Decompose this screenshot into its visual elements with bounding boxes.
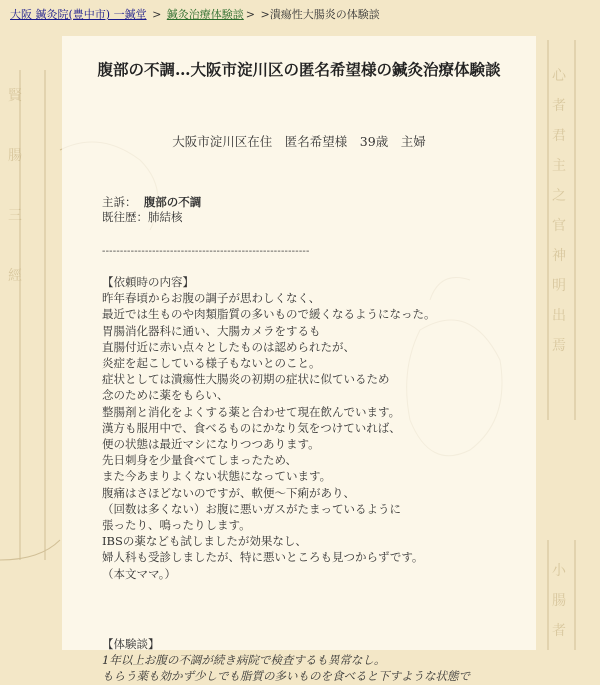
request-heading: 【依頼時の内容】 — [102, 275, 194, 289]
history-row — [102, 210, 201, 225]
author-line: 大阪市淀川区在住 匿名希望様 39歳 主婦 — [172, 134, 426, 149]
section-divider: ---------------------------------------------------------- — [102, 246, 310, 257]
text-line: また今あまりよくない状態になっています。 — [102, 469, 332, 484]
request-section — [102, 274, 436, 582]
text-line: 最近では生ものや肉類脂質の多いもので緩くなるようになった。 — [102, 307, 436, 322]
text-line: 直腸付近に赤い点々としたものは認められたが、 — [102, 339, 355, 354]
text-line: 昨年春頃からお腹の調子が思わしくなく、 — [102, 291, 321, 306]
breadcrumb-separator: > — [245, 8, 256, 21]
experience-heading: 【体験談】 — [102, 637, 160, 651]
text-line: 症状としては潰瘍性大腸炎の初期の症状に似ているため — [102, 372, 390, 387]
text-line: 整腸剤と消化をよくする薬と合わせて現在飲んでいます。 — [102, 404, 401, 419]
text-line: 便の状態は最近マシになりつつあります。 — [102, 437, 320, 452]
text-line: 胃腸消化器科に通い、大腸カメラをするも — [102, 323, 321, 338]
text-line: 張ったり、鳴ったりします。 — [102, 518, 251, 533]
experience-section — [102, 636, 470, 685]
svg-text:小: 小 — [552, 563, 566, 579]
svg-text:者: 者 — [552, 623, 566, 639]
svg-text:君: 君 — [552, 128, 566, 144]
breadcrumb-separator: > — [152, 8, 162, 21]
svg-text:賢: 賢 — [8, 88, 22, 104]
request-body — [102, 290, 436, 582]
text-line: （回数は多くない）お腹に悪いガスがたまっているように — [102, 501, 401, 516]
text-line: （本文ママ。） — [102, 566, 177, 581]
svg-text:神: 神 — [552, 248, 566, 264]
text-line: 漢方も服用中で、食べるものにかなり気をつけていれば、 — [102, 420, 401, 435]
chief-complaint-row — [102, 195, 201, 210]
text-line: 腹痛はさほどないのですが、軟便〜下痢があり、 — [102, 485, 355, 500]
chief-complaint-value: 腹部の不調 — [143, 195, 202, 209]
svg-text:之: 之 — [552, 188, 566, 204]
text-line: 1年以上お腹の不調が続き病院で検査するも異常なし。 — [102, 653, 386, 668]
svg-text:三: 三 — [8, 208, 22, 224]
breadcrumb-category-link[interactable]: 鍼灸治療体験談 — [166, 8, 244, 21]
patient-info — [102, 195, 201, 225]
text-line: IBSの薬なども試しましたが効果なし、 — [102, 534, 307, 549]
breadcrumb — [10, 6, 380, 22]
svg-text:腸: 腸 — [8, 148, 22, 164]
chief-complaint-label: 主訴： — [102, 195, 137, 209]
page-title: 腹部の不調…大阪市淀川区の匿名希望様の鍼灸治療体験談 — [97, 60, 501, 79]
experience-body — [102, 652, 470, 684]
breadcrumb-current: >潰瘍性大腸炎の体験談 — [260, 8, 380, 21]
history-label: 既往歴： — [102, 210, 148, 224]
text-line: 婦人科も受診しましたが、特に悪いところも見つからずです。 — [102, 550, 424, 565]
text-line: もらう薬も効かず少しでも脂質の多いものを食べると下すような状態で — [102, 669, 470, 684]
text-line: 炎症を起こしている様子もないとのこと。 — [102, 356, 321, 371]
svg-text:出: 出 — [552, 308, 566, 324]
svg-text:心: 心 — [552, 68, 566, 84]
article-panel — [62, 36, 536, 684]
breadcrumb-home-link[interactable]: 大阪 鍼灸院(豊中市) 一鍼堂 — [10, 8, 147, 21]
svg-text:經: 經 — [8, 268, 22, 284]
text-line: 先日刺身を少量食べてしまったため、 — [102, 453, 298, 468]
svg-text:者: 者 — [552, 98, 566, 114]
svg-text:主: 主 — [552, 158, 566, 174]
text-line: 念のために薬をもらい、 — [102, 388, 229, 403]
svg-text:焉: 焉 — [552, 338, 566, 354]
svg-text:官: 官 — [552, 218, 566, 234]
svg-text:腸: 腸 — [552, 593, 566, 609]
svg-text:明: 明 — [552, 278, 566, 294]
history-value: 肺結核 — [148, 210, 183, 224]
